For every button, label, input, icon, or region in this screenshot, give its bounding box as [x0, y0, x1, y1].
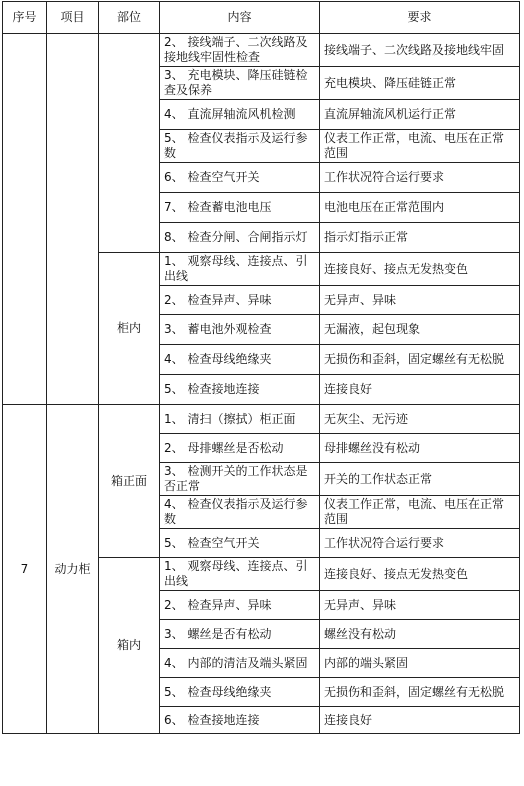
- header-requirement: 要求: [320, 2, 520, 34]
- requirement-cell: 螺丝没有松动: [320, 620, 520, 649]
- content-cell: 6、 检查接地连接: [160, 707, 320, 734]
- content-cell: 1、 观察母线、连接点、引出线: [160, 253, 320, 286]
- content-cell: 3、 检测开关的工作状态是否正常: [160, 463, 320, 496]
- part-cell-front: 箱正面: [99, 405, 160, 558]
- content-cell: 5、 检查空气开关: [160, 529, 320, 558]
- requirement-cell: 仪表工作正常，电流、电压在正常范围: [320, 496, 520, 529]
- requirement-cell: 连接良好: [320, 375, 520, 405]
- header-row: [3, 2, 520, 34]
- requirement-cell: 直流屏轴流风机运行正常: [320, 100, 520, 130]
- requirement-cell: 指示灯指示正常: [320, 223, 520, 253]
- requirement-cell: 充电模块、降压硅链正常: [320, 67, 520, 100]
- content-cell: 6、 检查空气开关: [160, 163, 320, 193]
- requirement-cell: 母排螺丝没有松动: [320, 434, 520, 463]
- content-cell: 2、 检查异声、异味: [160, 591, 320, 620]
- content-cell: 4、 检查母线绝缘夹: [160, 345, 320, 375]
- requirement-cell: 无异声、异味: [320, 591, 520, 620]
- content-cell: 4、 内部的清洁及端头紧固: [160, 649, 320, 678]
- part-cell-box-inside: 箱内: [99, 558, 160, 734]
- content-cell: 2、 检查异声、异味: [160, 286, 320, 315]
- content-cell: 8、 检查分闸、合闸指示灯: [160, 223, 320, 253]
- content-cell: 3、 充电模块、降压硅链检查及保养: [160, 67, 320, 100]
- content-cell: 3、 蓄电池外观检查: [160, 315, 320, 345]
- content-cell: 5、 检查接地连接: [160, 375, 320, 405]
- requirement-cell: 电池电压在正常范围内: [320, 193, 520, 223]
- content-cell: 5、 检查仪表指示及运行参数: [160, 130, 320, 163]
- item-cell-power-cabinet: 动力柜: [47, 405, 99, 734]
- header-item: 项目: [47, 2, 99, 34]
- requirement-cell: 无漏液，起包现象: [320, 315, 520, 345]
- requirement-cell: 无损伤和歪斜，固定螺丝有无松脱: [320, 345, 520, 375]
- requirement-cell: 开关的工作状态正常: [320, 463, 520, 496]
- maintenance-table: [2, 1, 520, 734]
- part-cell-cabinet-inside: 柜内: [99, 253, 160, 405]
- content-cell: 4、 直流屏轴流风机检测: [160, 100, 320, 130]
- requirement-cell: 连接良好、接点无发热变色: [320, 558, 520, 591]
- content-cell: 1、 清扫（擦拭）柜正面: [160, 405, 320, 434]
- content-cell: 2、 接线端子、二次线路及接地线牢固性检查: [160, 34, 320, 67]
- part-cell-previous: [99, 34, 160, 253]
- content-cell: 3、 螺丝是否有松动: [160, 620, 320, 649]
- header-part: 部位: [99, 2, 160, 34]
- requirement-cell: 仪表工作正常，电流、电压在正常范围: [320, 130, 520, 163]
- no-cell-previous: [3, 34, 47, 405]
- content-cell: 2、 母排螺丝是否松动: [160, 434, 320, 463]
- requirement-cell: 无异声、异味: [320, 286, 520, 315]
- requirement-cell: 连接良好: [320, 707, 520, 734]
- requirement-cell: 无损伤和歪斜，固定螺丝有无松脱: [320, 678, 520, 707]
- header-no: 序号: [3, 2, 47, 34]
- header-content: 内容: [160, 2, 320, 34]
- requirement-cell: 工作状况符合运行要求: [320, 163, 520, 193]
- requirement-cell: 内部的端头紧固: [320, 649, 520, 678]
- table-row: [3, 405, 520, 434]
- content-cell: 5、 检查母线绝缘夹: [160, 678, 320, 707]
- content-cell: 1、 观察母线、连接点、引出线: [160, 558, 320, 591]
- content-cell: 7、 检查蓄电池电压: [160, 193, 320, 223]
- no-cell-7: 7: [3, 405, 47, 734]
- item-cell-previous: [47, 34, 99, 405]
- requirement-cell: 接线端子、二次线路及接地线牢固: [320, 34, 520, 67]
- requirement-cell: 工作状况符合运行要求: [320, 529, 520, 558]
- requirement-cell: 无灰尘、无污迹: [320, 405, 520, 434]
- requirement-cell: 连接良好、接点无发热变色: [320, 253, 520, 286]
- table-row: [3, 34, 520, 67]
- content-cell: 4、 检查仪表指示及运行参数: [160, 496, 320, 529]
